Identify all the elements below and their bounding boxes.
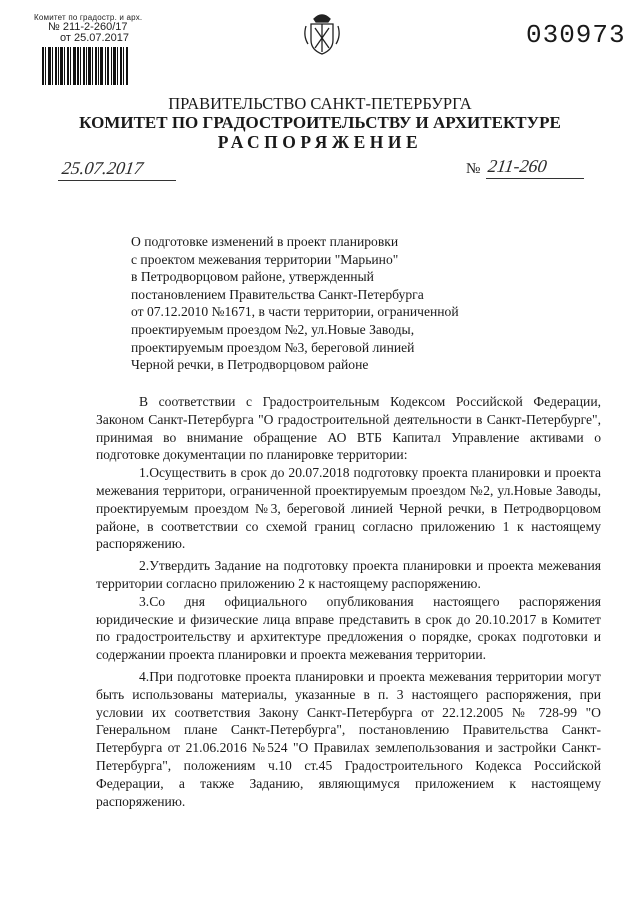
number-label: № — [466, 161, 481, 177]
coat-of-arms-icon — [302, 10, 342, 56]
stamp-number: № 211-2-260/17 — [48, 21, 128, 33]
government-heading: ПРАВИТЕЛЬСТВО САНКТ-ПЕТЕРБУРГА — [168, 94, 472, 113]
committee-heading: КОМИТЕТ ПО ГРАДОСТРОИТЕЛЬСТВУ И АРХИТЕКТУРЕ — [79, 113, 561, 132]
handwritten-number: 211-260 — [486, 156, 549, 176]
document-number: 030973 — [526, 20, 626, 50]
order-subject — [131, 233, 531, 374]
subject-line: в Петродворцовом районе, утвержденный — [131, 269, 374, 285]
date-underline — [58, 180, 176, 181]
order-title: РАСПОРЯЖЕНИЕ — [217, 132, 423, 152]
order-body — [96, 393, 601, 810]
subject-line: проектируемым проездом №2, ул.Новые Заводы, — [131, 321, 415, 337]
stamp-date: от 25.07.2017 — [60, 32, 130, 44]
subject-line: проектируемым проездом №3, береговой линией — [131, 339, 415, 355]
handwritten-date: 25.07.2017 — [60, 158, 145, 178]
clause-1: 1.Осуществить в срок до 20.07.2018 подготовку проекта планировки и проекта межевания территори, ограниченной проектируемым проездом №2, ул.Новые Заводы, проектируемым проездом №3, береговой линией Черной речки, в Петродворцовом районе, в соответствии со схемой границ согласно приложению 1 к настоящему распоряжению. — [96, 465, 601, 552]
registration-stamp — [34, 13, 144, 85]
preamble-paragraph: В соответствии с Градостроительным Кодексом Российской Федерации, Законом Санкт-Петербурга "О градостроительной деятельности в Санкт-Петербурге", принимая во внимание обращение АО ВТБ Капитал Управление активами о подготовке документации по планировке территории: — [96, 394, 601, 463]
subject-line: Черной речки, в Петродворцовом районе — [131, 357, 369, 373]
clause-2: 2.Утвердить Задание на подготовку проекта планировки и проекта межевания территории согласно приложению 2 к настоящему распоряжению. — [96, 558, 601, 591]
subject-line: постановлением Правительства Санкт-Петербурга — [131, 286, 424, 302]
number-underline — [486, 178, 584, 179]
clause-3: 3.Со дня официального опубликования настоящего распоряжения юридические и физические лица вправе представить в срок до 20.10.2017 в Комитет по градостроительству и архитектуре предложения о порядке, сроках подготовки и содержании проекта планировки и проекта межевания территории. — [96, 593, 601, 663]
clause-4: 4.При подготовке проекта планировки и проекта межевания территории могут быть использованы материалы, указанные в п. 3 настоящего распоряжения, при условии их соответствия Закону Санкт-Петербурга от 22.12.2005 № 728-99 "О Генеральном плане Санкт-Петербурга", постановлению Правительства Санкт-Петербурга от 21.06.2016 №524 "О Правилах землепользования и застройки Санкт-Петербурга", положениям ч.10 ст.45 Градостроительного Кодекса Российской Федерации, а также Заданию, являющимуся приложением к настоящему распоряжению. — [96, 668, 601, 809]
barcode — [42, 47, 128, 85]
subject-line: от 07.12.2010 №1671, в части территории, ограниченной — [131, 304, 459, 320]
stamp-committee: Комитет по градостр. и арх. — [34, 13, 143, 22]
subject-line: с проектом межевания территории "Марьино" — [131, 251, 399, 267]
subject-line: О подготовке изменений в проект планировки — [131, 234, 399, 249]
